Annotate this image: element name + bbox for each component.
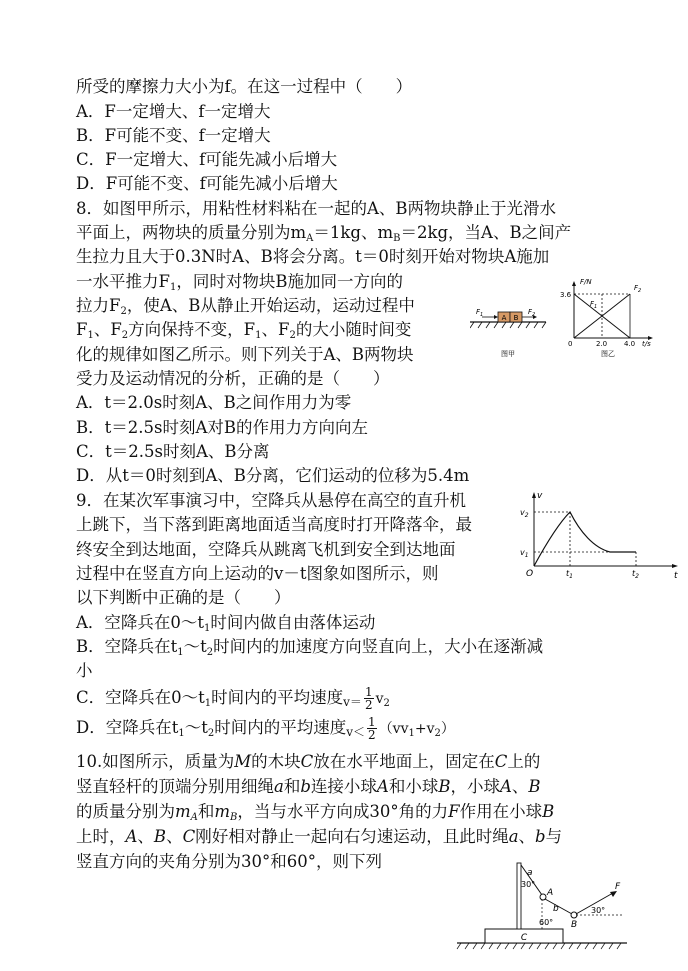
text-line: 所受的摩擦力大小为f。在这一过程中（ ） <box>76 77 413 96</box>
label-a: A <box>501 314 507 322</box>
q10-stem: 竖直方向的夹角分别为30°和60°，则下列 <box>76 852 382 871</box>
q10-stem: 的质量分别为$m_A$和$m_B$，当与水平方向成30°角的力F作用在小球B <box>76 802 555 823</box>
force-f2-label: $F_2$ <box>528 308 536 318</box>
q9-stem: 上跳下，当下落到距离地面适当高度时打开降落伞，最 <box>76 515 472 534</box>
q8-stem: 拉力$F_2$，使A、B从静止开始运动，运动过程中 <box>76 296 415 317</box>
q9-option-b: 小 <box>76 661 93 680</box>
force-f1-label: $F_1$ <box>476 308 484 318</box>
x-tick: 2.0 <box>596 340 608 348</box>
q8-stem: 生拉力且大于0.3N时A、B将会分离。t＝0时刻开始对物块A施加 <box>76 247 550 266</box>
q9-option-c: C．空降兵在$0\sim t_1$时间内的平均速度v＝ $\frac{1}{2}$ $v_2$ <box>76 685 390 712</box>
angle-30-b: 30° <box>591 906 606 915</box>
fraction-half: $\frac{1}{2}$ <box>368 715 376 742</box>
label-ball-b: B <box>571 920 578 930</box>
q10-stem: 上时，A、B、C刚好相对静止一起向右匀速运动，且此时绳a、b与 <box>76 827 563 846</box>
q9-option-b: B．空降兵在$t_1\sim t_2$时间内的加速度方向竖直向上，大小在逐渐减 <box>76 637 544 658</box>
v-axis-label: v <box>537 491 543 501</box>
q9-stem: 终安全到达地面，空降兵从跳离飞机到安全到达地面 <box>76 540 456 559</box>
q8-option-b: B．t＝2.5s时刻A对B的作用力方向向左 <box>76 418 369 437</box>
q8-stem: 平面上，两物块的质量分别为$m_A=1kg$、$m_B=2kg$，当A、B之间产 <box>76 223 572 244</box>
q10-figure <box>455 855 635 955</box>
option-c: C．F一定增大、f可能先减小后增大 <box>76 150 338 169</box>
q9-vt-figure <box>514 490 682 582</box>
label-b: B <box>513 314 519 322</box>
q9-option-a: A．空降兵在$0\sim t_1$时间内做自由落体运动 <box>76 613 376 634</box>
vt-curve <box>534 512 636 566</box>
label-a-rope: a <box>527 868 533 878</box>
fraction-half: $\frac{1}{2}$ <box>364 685 373 712</box>
t1-label: $t_1$ <box>566 569 573 580</box>
q8-stem: $F_1$、$F_2$方向保持不变，$F_1$、$F_2$的大小随时间变 <box>76 320 412 341</box>
q8-figure <box>470 276 680 364</box>
q8-stem: 8．如图甲所示，用粘性材料粘在一起的A、B两物块静止于光滑水 <box>76 199 557 218</box>
y-tick: 3.6 <box>560 291 572 299</box>
curve-label-f2: $F_2$ <box>634 284 642 294</box>
label-ball-a: A <box>547 888 554 898</box>
y-axis-label: F/N <box>580 278 592 286</box>
q10-stem: 10.如图所示，质量为M的木块C放在水平地面上，固定在C上的 <box>76 752 541 771</box>
q8-stem: 一水平推力$F_1$，同时对物块B施加同一方向的 <box>76 272 403 293</box>
q8-option-d: D．从t＝0时刻到A、B分离，它们运动的位移为5.4m <box>76 466 470 485</box>
q8-option-c: C．t＝2.5s时刻A、B分离 <box>76 442 270 461</box>
t2-label: $t_2$ <box>632 569 639 580</box>
q8-stem: 化的规律如图乙所示。则下列关于A、B两物块 <box>76 345 414 364</box>
v2-label: $v_2$ <box>520 508 529 519</box>
rod <box>517 863 521 929</box>
option-d: D．F可能不变、f可能先减小后增大 <box>76 174 338 193</box>
x-unit: t/s <box>642 340 651 348</box>
origin-label: O <box>526 569 534 579</box>
fig-jia <box>470 308 546 358</box>
q9-stem: 过程中在竖直方向上运动的v－t图象如图所示，则 <box>76 564 439 583</box>
t-axis-label: t <box>674 571 678 581</box>
q8-option-a: A．t＝2.0s时刻A、B之间作用力为零 <box>76 393 352 412</box>
q10-stem: 竖直轻杆的顶端分别用细绳a和b连接小球A和小球B，小球A、B <box>76 777 541 796</box>
curve-label-f1: $F_1$ <box>590 300 598 310</box>
v1-label: $v_1$ <box>520 548 529 559</box>
fig-yi <box>560 278 653 358</box>
origin-label: 0 <box>568 340 573 348</box>
caption-right: 图乙 <box>601 350 615 358</box>
q9-option-d: D．空降兵在$t_1\sim t_2$时间内的平均速度v＜ $\frac{1}{2}$ $(vv_1+v_2)$ <box>76 715 455 742</box>
label-f: F <box>615 882 621 892</box>
angle-60: 60° <box>539 918 554 927</box>
x-tick: 4.0 <box>624 340 636 348</box>
caption-left: 图甲 <box>501 350 515 358</box>
option-a: A．F一定增大、f一定增大 <box>76 102 271 121</box>
q8-stem: 受力及运动情况的分析，正确的是（ ） <box>76 369 390 388</box>
option-b: B．F可能不变、f一定增大 <box>76 126 271 145</box>
label-c: C <box>520 933 528 943</box>
angle-30-a: 30° <box>521 880 536 889</box>
label-b-rope: b <box>553 904 559 914</box>
q9-stem: 9．在某次军事演习中，空降兵从悬停在高空的直升机 <box>76 491 466 510</box>
q9-stem: 以下判断中正确的是（ ） <box>76 588 291 607</box>
